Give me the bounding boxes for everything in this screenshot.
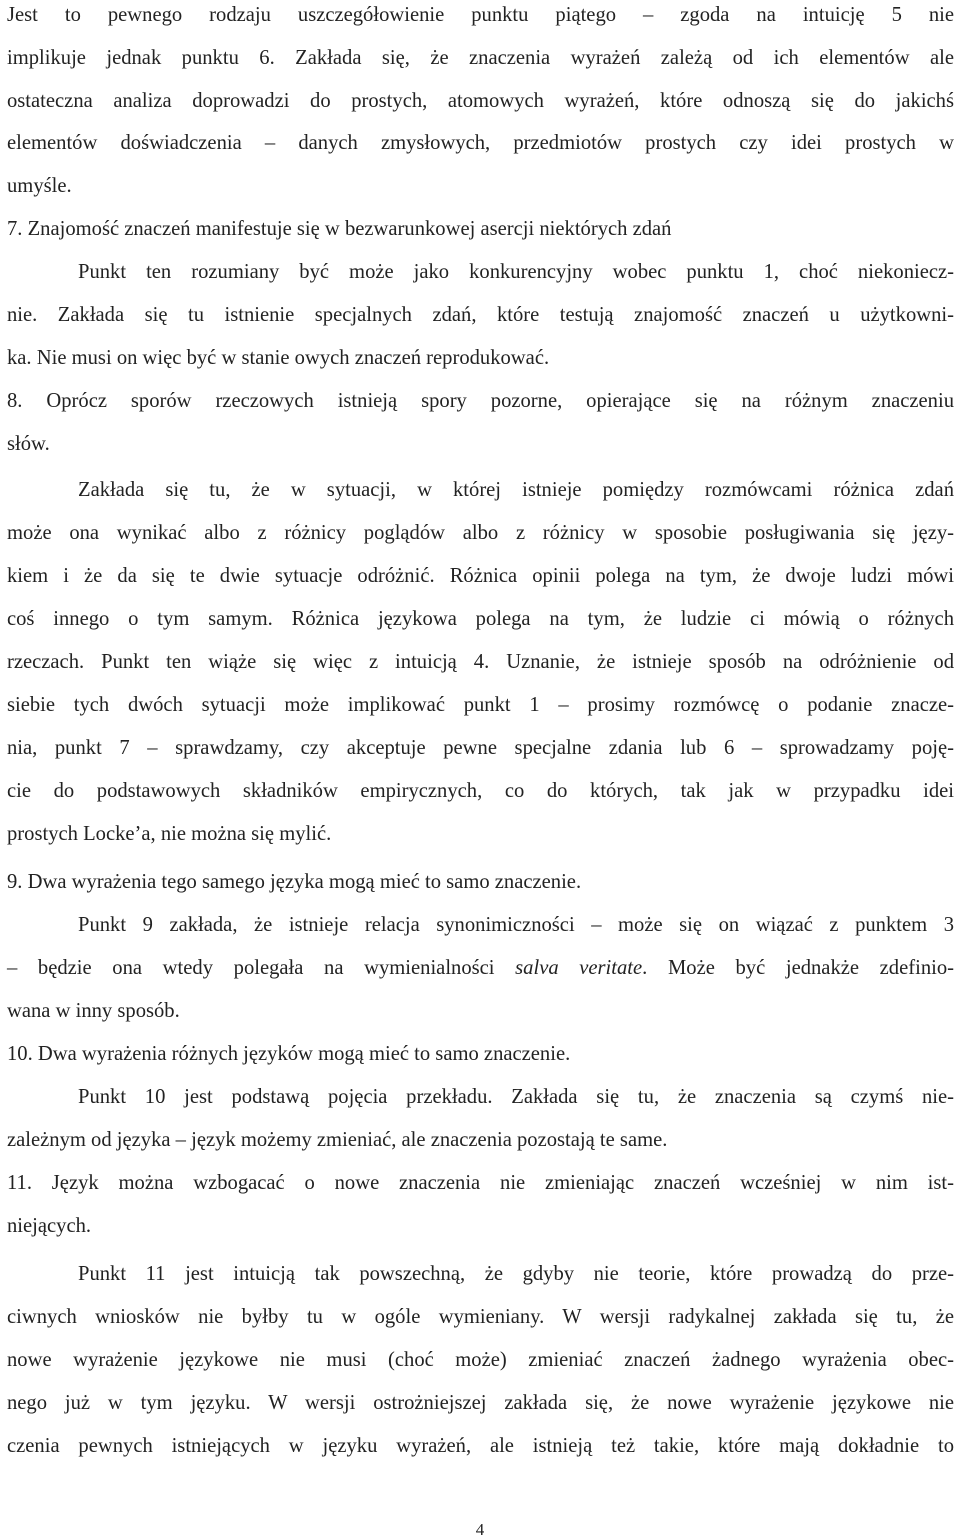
text-line: nowe wyrażenie językowe nie musi (choć może) zmieniać znaczeń żadnego wyrażenia obec-: [7, 1349, 954, 1371]
numbered-heading: 8. Oprócz sporów rzeczowych istnieją spory pozorne, opierające się na różnym znaczeniu: [7, 390, 954, 412]
text-line: ostateczna analiza doprowadzi do prostych, atomowych wyrażeń, które odnoszą się do jakichś: [7, 90, 954, 112]
text-line: czenia pewnych istniejących w języku wyrażeń, ale istnieją też takie, które mają dokładnie to: [7, 1435, 954, 1457]
text-line: niejących.: [7, 1215, 92, 1237]
text-segment: – będzie ona wtedy polegała na wymienialności: [7, 957, 516, 979]
text-line: nia, punkt 7 – sprawdzamy, czy akceptuje pewne specjalne zdania lub 6 – sprowadzamy poję-: [7, 737, 954, 759]
text-line: ciwnych wniosków nie byłby tu w ogóle wymieniany. W wersji radykalnej zakłada się tu, że: [7, 1306, 954, 1328]
text-line: rzeczach. Punkt ten wiąże się więc z intuicją 4. Uznanie, że istnieje sposób na odróżnienie od: [7, 651, 954, 673]
text-line-with-italic: [7, 955, 954, 981]
page-number: 4: [475, 1520, 485, 1539]
text-line: może ona wynikać albo z różnicy poglądów albo z różnicy w sposobie posługiwania się języ-: [7, 522, 954, 544]
text-line: Punkt ten rozumiany być może jako konkurencyjny wobec punktu 1, choć niekoniecz-: [78, 261, 954, 283]
text-line: Punkt 10 jest podstawą pojęcia przekładu. Zakłada się tu, że znaczenia są czymś nie-: [78, 1086, 954, 1108]
text-line: nie. Zakłada się tu istnienie specjalnych zdań, które testują znajomość znaczeń u użytkowni-: [7, 304, 954, 326]
text-line: prostych Locke’a, nie można się mylić.: [7, 823, 332, 845]
text-line: ka. Nie musi on więc być w stanie owych znaczeń reprodukować.: [7, 347, 550, 369]
italic-term: salva veritate: [515, 957, 643, 979]
numbered-heading: 9. Dwa wyrażenia tego samego języka mogą mieć to samo znaczenie.: [7, 871, 582, 893]
text-line: siebie tych dwóch sytuacji może implikować punkt 1 – prosimy rozmówcę o podanie znacze-: [7, 694, 954, 716]
text-line: Punkt 9 zakłada, że istnieje relacja synonimiczności – może się on wiązać z punktem 3: [78, 914, 954, 936]
text-line: zależnym od języka – język możemy zmieniać, ale znaczenia pozostają te same.: [7, 1129, 668, 1151]
text-line: implikuje jednak punktu 6. Zakłada się, że znaczenia wyrażeń zależą od ich elementów ale: [7, 47, 954, 69]
text-line: słów.: [7, 433, 50, 455]
text-segment: . Może być jednakże zdefinio-: [642, 957, 954, 979]
text-line: nego już w tym języku. W wersji ostrożniejszej zakłada się, że nowe wyrażenie językowe nie: [7, 1392, 954, 1414]
text-line: cie do podstawowych składników empirycznych, co do których, tak jak w przypadku idei: [7, 780, 954, 802]
text-line: umyśle.: [7, 175, 72, 197]
text-line: Punkt 11 jest intuicją tak powszechną, że gdyby nie teorie, które prowadzą do prze-: [78, 1263, 954, 1285]
numbered-heading: 10. Dwa wyrażenia różnych języków mogą mieć to samo znaczenie.: [7, 1043, 571, 1065]
text-line: Zakłada się tu, że w sytuacji, w której istnieje pomiędzy rozmówcami różnica zdań: [78, 479, 954, 501]
text-line: kiem i że da się te dwie sytuacje odróżnić. Różnica opinii polega na tym, że dwoje ludzi mówi: [7, 565, 954, 587]
text-line: Jest to pewnego rodzaju uszczegółowienie punktu piątego – zgoda na intuicję 5 nie: [7, 4, 954, 26]
numbered-heading: 11. Język można wzbogacać o nowe znaczenia nie zmieniając znaczeń wcześniej w nim ist-: [7, 1172, 954, 1194]
numbered-heading: 7. Znajomość znaczeń manifestuje się w bezwarunkowej asercji niektórych zdań: [7, 218, 672, 240]
text-line: coś innego o tym samym. Różnica językowa polega na tym, że ludzie ci mówią o różnych: [7, 608, 954, 630]
text-line: wana w inny sposób.: [7, 1000, 180, 1022]
text-line: elementów doświadczenia – danych zmysłowych, przedmiotów prostych czy idei prostych w: [7, 132, 954, 154]
